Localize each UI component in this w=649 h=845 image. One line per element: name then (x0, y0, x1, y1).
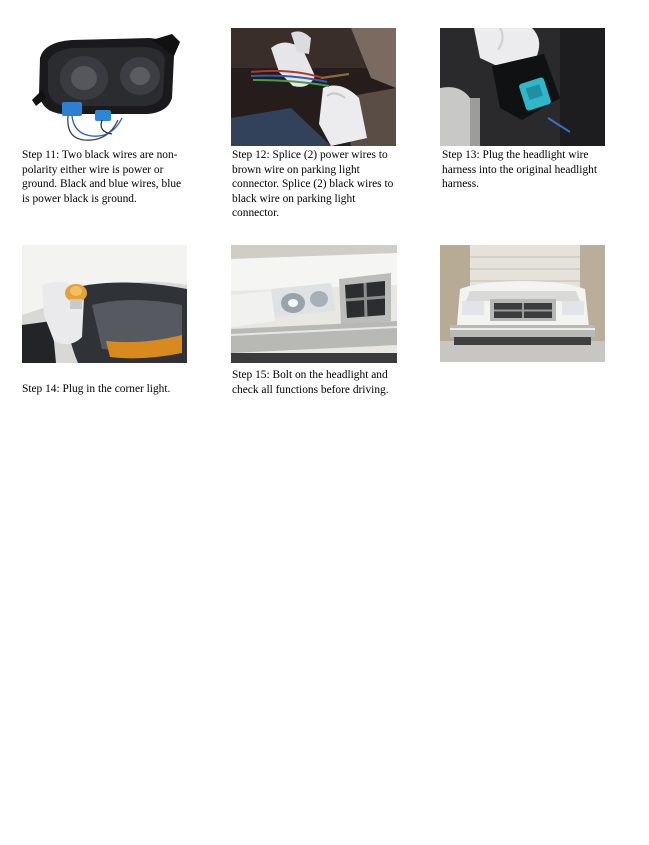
gloved-hand-plugging-blue-harness-icon (440, 28, 605, 146)
step-13-photo (440, 28, 605, 146)
step-12-caption: Step 12: Splice (2) power wires to brown wire on parking light connector. Splice (2) black wires to black wire on parking light connector. (232, 149, 394, 220)
step-15-caption: Step 15: Bolt on the headlight and check all functions before driving. (232, 369, 389, 396)
step-11-caption: Step 11: Two black wires are non-polarity either wire is power or ground. Black and blue wires, blue is power black is ground. (22, 149, 182, 205)
step-12-photo (231, 28, 396, 146)
gloved-hands-splicing-wires-icon (231, 28, 396, 146)
step-15-photo (231, 245, 397, 363)
truck-front-with-installed-headlight-icon (231, 245, 397, 363)
white-pickup-truck-in-garage-icon (440, 245, 605, 362)
gloved-hand-with-amber-corner-bulb-icon (22, 245, 187, 363)
step-11-photo (22, 28, 186, 146)
step-14-caption: Step 14: Plug in the corner light. (22, 383, 171, 395)
headlight-housing-with-blue-wire-connector-icon (22, 28, 186, 146)
step-13-caption: Step 13: Plug the headlight wire harness into the original headlight harness. (442, 149, 598, 191)
step-14-photo (22, 245, 187, 363)
step-16-photo (440, 245, 605, 362)
